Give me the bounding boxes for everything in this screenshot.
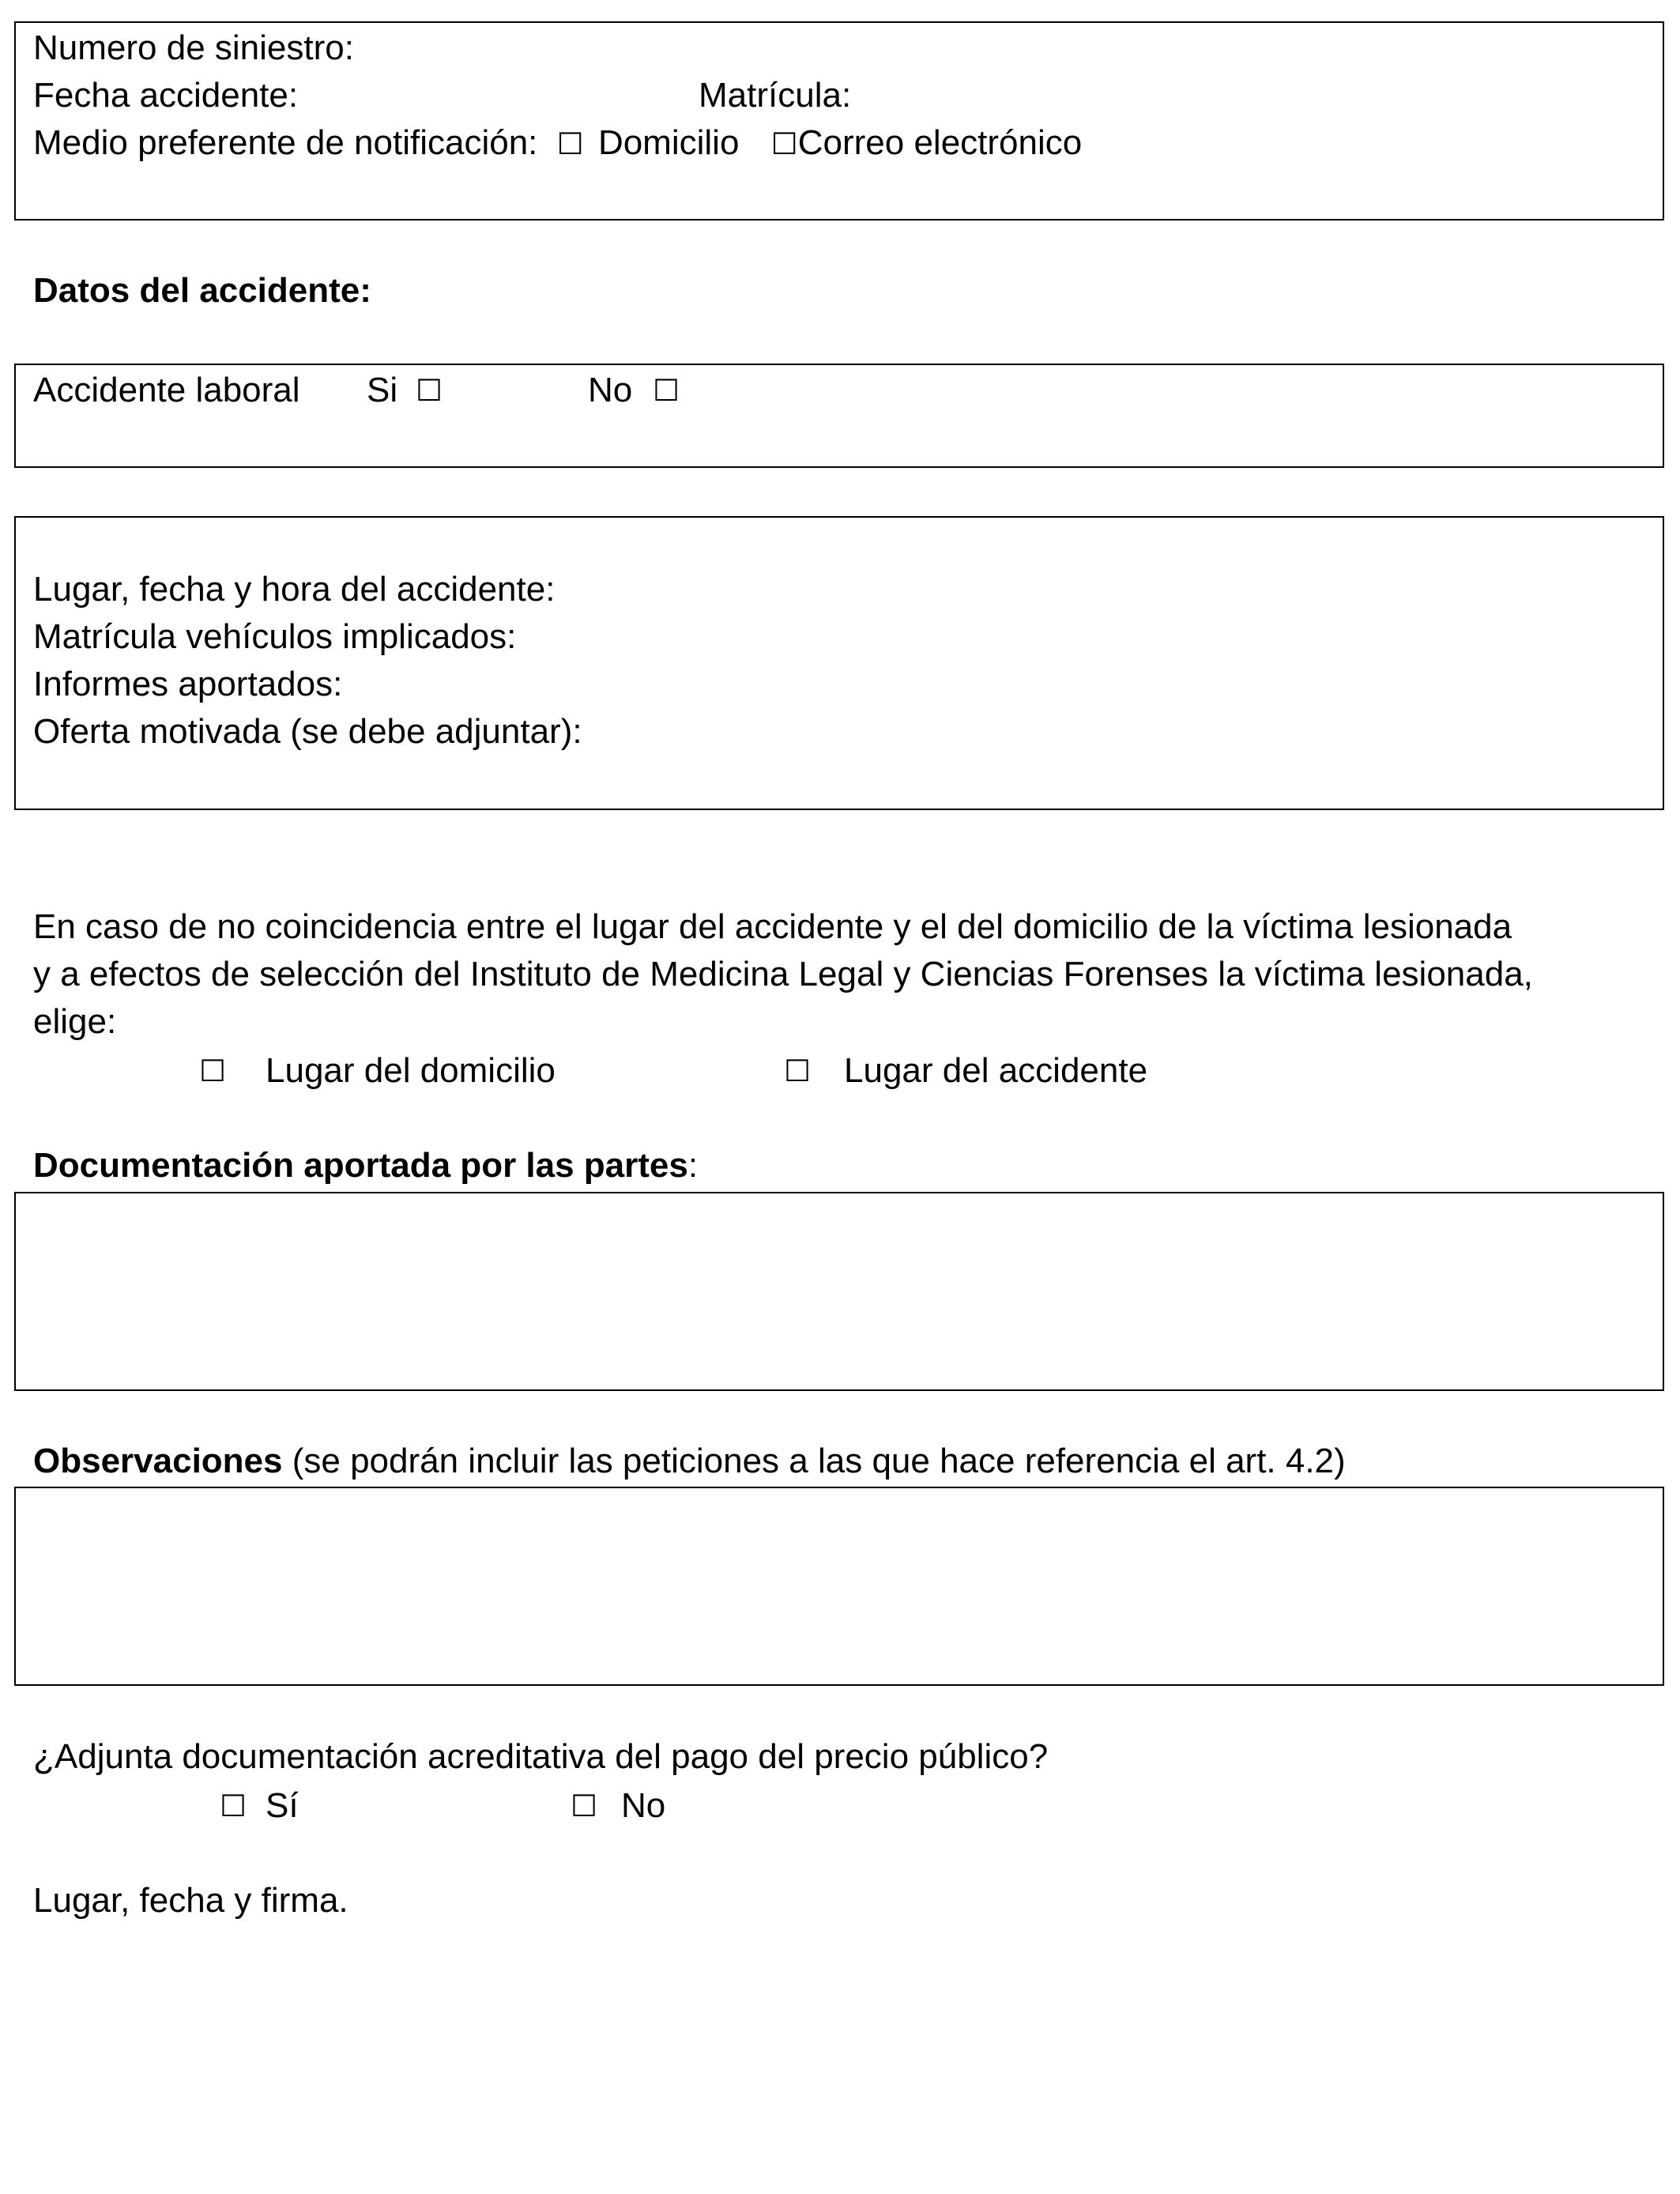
institute-paragraph-line-3: elige: xyxy=(33,1002,117,1041)
observations-note: (se podrán incluir las peticiones a las que hace referencia el art. 4.2) xyxy=(282,1442,1346,1480)
home-place-checkbox[interactable]: ☐ xyxy=(199,1054,227,1088)
observations-heading xyxy=(33,1438,1346,1485)
payment-no-label: No xyxy=(621,1786,666,1825)
work-accident-yes-checkbox[interactable]: ☐ xyxy=(416,373,443,408)
observations-box[interactable] xyxy=(14,1487,1664,1686)
documentation-box[interactable] xyxy=(14,1192,1664,1391)
institute-paragraph-line-2: y a efectos de selección del Instituto de Medicina Legal y Ciencias Forenses la víctima lesionada, xyxy=(33,955,1533,993)
notification-label: Medio preferente de notificación: xyxy=(33,123,538,162)
documentation-heading-text: Documentación aportada por las partes xyxy=(33,1146,688,1185)
offer-label: Oferta motivada (se debe adjuntar): xyxy=(33,712,582,751)
payment-yes-checkbox[interactable]: ☐ xyxy=(220,1789,247,1823)
notification-row xyxy=(33,119,1082,168)
work-accident-label: Accidente laboral xyxy=(33,371,300,409)
home-notification-label: Domicilio xyxy=(597,123,740,162)
email-notification-checkbox[interactable]: ☐ xyxy=(770,126,798,161)
accident-data-heading: Datos del accidente: xyxy=(33,271,371,310)
vehicle-plates-label: Matrícula vehículos implicados: xyxy=(33,617,517,656)
signature-label: Lugar, fecha y firma. xyxy=(33,1881,348,1920)
payment-yes-label: Sí xyxy=(266,1786,299,1825)
institute-paragraph-line-1: En caso de no coincidencia entre el lugar del accidente y el del domicilio de la víctima lesionada xyxy=(33,907,1512,946)
email-notification-label: Correo electrónico xyxy=(797,123,1083,162)
work-accident-no-checkbox[interactable]: ☐ xyxy=(653,373,680,408)
claim-number-label: Numero de siniestro: xyxy=(33,28,354,67)
place-date-time-label: Lugar, fecha y hora del accidente: xyxy=(33,570,556,609)
observations-heading-text: Observaciones xyxy=(33,1442,283,1480)
payment-question: ¿Adjunta documentación acreditativa del pago del precio público? xyxy=(33,1737,1049,1776)
accident-date-label: Fecha accidente: xyxy=(33,76,299,115)
accident-place-checkbox[interactable]: ☐ xyxy=(784,1054,812,1088)
reports-label: Informes aportados: xyxy=(33,665,343,703)
documentation-heading-colon: : xyxy=(687,1146,699,1185)
home-place-label: Lugar del domicilio xyxy=(266,1051,556,1090)
work-accident-no-label: No xyxy=(588,371,633,409)
accident-place-label: Lugar del accidente xyxy=(844,1051,1148,1090)
work-accident-yes-label: Si xyxy=(367,371,398,409)
documentation-heading xyxy=(33,1142,698,1189)
plate-label: Matrícula: xyxy=(699,76,852,115)
payment-no-checkbox[interactable]: ☐ xyxy=(571,1789,598,1823)
home-notification-checkbox[interactable]: ☐ xyxy=(556,126,584,161)
